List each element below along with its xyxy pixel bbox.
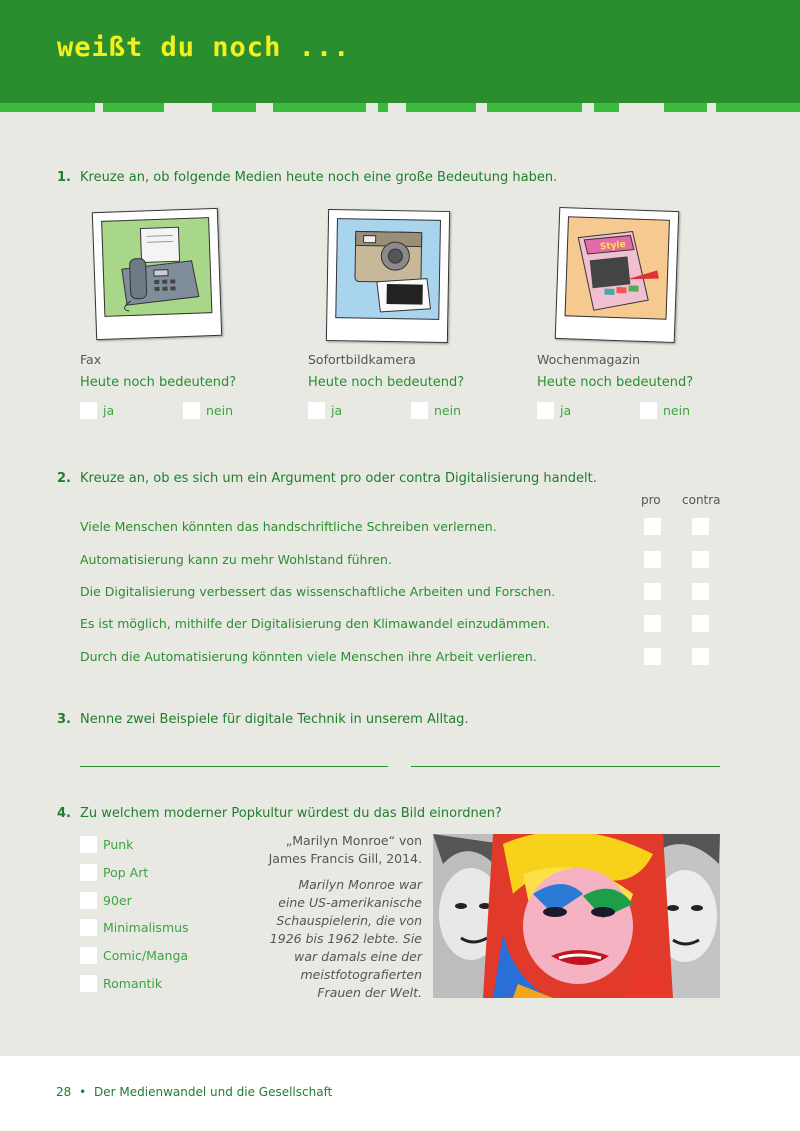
contra-checkbox[interactable] <box>692 648 709 665</box>
importance-question: Heute noch bedeutend? <box>80 375 237 390</box>
magazine-icon <box>565 216 670 319</box>
question-number: 3. <box>57 712 71 727</box>
fax-yes-checkbox[interactable] <box>80 402 97 419</box>
pro-checkbox[interactable] <box>644 518 661 535</box>
option-label: Comic/Manga <box>103 948 189 963</box>
magazine-yes-checkbox[interactable] <box>537 402 554 419</box>
statement: Es ist möglich, mithilfe der Digitalisierung den Klimawandel einzudämmen. <box>80 616 550 631</box>
camera-no-checkbox[interactable] <box>411 402 428 419</box>
artwork-caption-title: „Marilyn Monroe“ von James Francis Gill, 2014. <box>268 833 422 866</box>
question-text: Kreuze an, ob es sich um ein Argument pro oder contra Digitalisierung handelt. <box>80 471 597 486</box>
option-label: 90er <box>103 893 132 908</box>
contra-checkbox[interactable] <box>692 583 709 600</box>
fax-icon <box>101 217 212 317</box>
magazine-cover-text: Style <box>599 239 627 253</box>
option-label: Punk <box>103 837 134 852</box>
option-label: Romantik <box>103 976 163 991</box>
instant-camera-icon <box>335 218 441 320</box>
question-number: 1. <box>57 170 71 185</box>
option-checkbox-90er[interactable] <box>80 892 97 909</box>
pro-checkbox[interactable] <box>644 551 661 568</box>
magazine-no-checkbox[interactable] <box>640 402 657 419</box>
option-label: ja <box>331 403 343 418</box>
statement: Die Digitalisierung verbessert das wissenschaftliche Arbeiten und Forschen. <box>80 584 556 599</box>
option-label: Pop Art <box>103 865 149 880</box>
question-text: Kreuze an, ob folgende Medien heute noch eine große Bedeutung haben. <box>80 170 558 185</box>
contra-checkbox[interactable] <box>692 551 709 568</box>
pro-checkbox[interactable] <box>644 583 661 600</box>
column-header-pro: pro <box>641 493 661 507</box>
question-number: 4. <box>57 806 71 821</box>
item-label-camera: Sofortbildkamera <box>308 352 416 367</box>
fax-no-checkbox[interactable] <box>183 402 200 419</box>
camera-yes-checkbox[interactable] <box>308 402 325 419</box>
question-number: 2. <box>57 471 71 486</box>
footer-separator: • <box>79 1085 87 1099</box>
pro-checkbox[interactable] <box>644 648 661 665</box>
statement: Durch die Automatisierung könnten viele Menschen ihre Arbeit verlieren. <box>80 649 537 664</box>
statement: Viele Menschen könnten das handschriftliche Schreiben verlernen. <box>80 519 497 534</box>
option-label: Minimalismus <box>103 920 189 935</box>
magazine-photo <box>555 207 680 343</box>
option-checkbox-pop-art[interactable] <box>80 864 97 881</box>
option-checkbox-punk[interactable] <box>80 836 97 853</box>
camera-photo <box>326 209 450 343</box>
option-checkbox-minimalismus[interactable] <box>80 919 97 936</box>
question-text: Zu welchem moderner Popkultur würdest du das Bild einordnen? <box>80 806 502 821</box>
option-label: ja <box>560 403 572 418</box>
marilyn-monroe-artwork <box>433 834 720 998</box>
importance-question: Heute noch bedeutend? <box>308 375 465 390</box>
item-label-magazine: Wochenmagazin <box>537 352 641 367</box>
page-title: weißt du noch ... <box>57 32 351 63</box>
option-checkbox-comic-manga[interactable] <box>80 947 97 964</box>
page-number: 28 <box>56 1085 72 1099</box>
fax-photo <box>92 208 222 340</box>
header-banner <box>0 0 800 103</box>
option-checkbox-romantik[interactable] <box>80 975 97 992</box>
importance-question: Heute noch bedeutend? <box>537 375 694 390</box>
statement: Automatisierung kann zu mehr Wohlstand führen. <box>80 552 392 567</box>
option-label: nein <box>663 403 691 418</box>
question-text: Nenne zwei Beispiele für digitale Technik in unserem Alltag. <box>80 712 469 727</box>
contra-checkbox[interactable] <box>692 518 709 535</box>
option-label: nein <box>206 403 234 418</box>
item-label-fax: Fax <box>80 352 102 367</box>
contra-checkbox[interactable] <box>692 615 709 632</box>
page-footer <box>56 1085 332 1099</box>
pro-checkbox[interactable] <box>644 615 661 632</box>
artwork-caption-description: Marilyn Monroe war eine US-amerikanische Schauspielerin, die von 1926 bis 1962 lebte. Sie war damals eine der meistfotografierten Frauen der Welt. <box>269 877 422 1000</box>
answer-line-2[interactable] <box>411 766 720 767</box>
option-label: ja <box>103 403 115 418</box>
option-label: nein <box>434 403 462 418</box>
column-header-contra: contra <box>682 493 721 507</box>
footer-chapter-title: Der Medienwandel und die Gesellschaft <box>94 1085 333 1099</box>
answer-line-1[interactable] <box>80 766 388 767</box>
